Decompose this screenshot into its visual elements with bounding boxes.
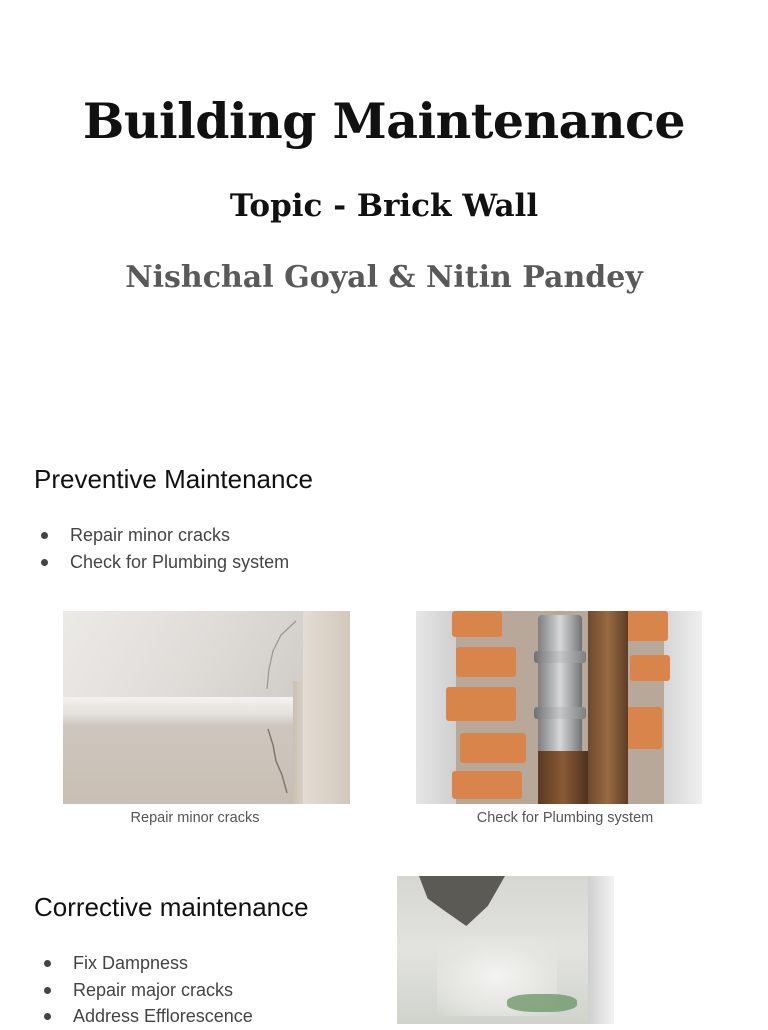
list-item: Check for Plumbing system — [32, 549, 289, 576]
list-item: Address Efflorescence — [35, 1003, 253, 1030]
list-item: Repair minor cracks — [32, 522, 289, 549]
list-item: Fix Dampness — [35, 950, 253, 977]
list-item: Repair major cracks — [35, 977, 253, 1004]
wall-crack-photo — [63, 611, 350, 804]
document-subtitle: Topic - Brick Wall — [229, 188, 539, 224]
preventive-heading: Preventive Maintenance — [34, 464, 313, 494]
preventive-bullet-list — [32, 522, 289, 575]
corrective-bullet-list — [35, 950, 253, 1030]
plumbing-pipe-photo — [416, 611, 702, 804]
caption-cracks: Repair minor cracks — [130, 810, 260, 826]
authors: Nishchal Goyal & Nitin Pandey — [125, 260, 643, 295]
document-title: Building Maintenance — [82, 92, 686, 150]
efflorescence-wall-photo — [397, 876, 614, 1024]
caption-plumbing: Check for Plumbing system — [476, 810, 654, 826]
corrective-heading: Corrective maintenance — [34, 892, 309, 922]
